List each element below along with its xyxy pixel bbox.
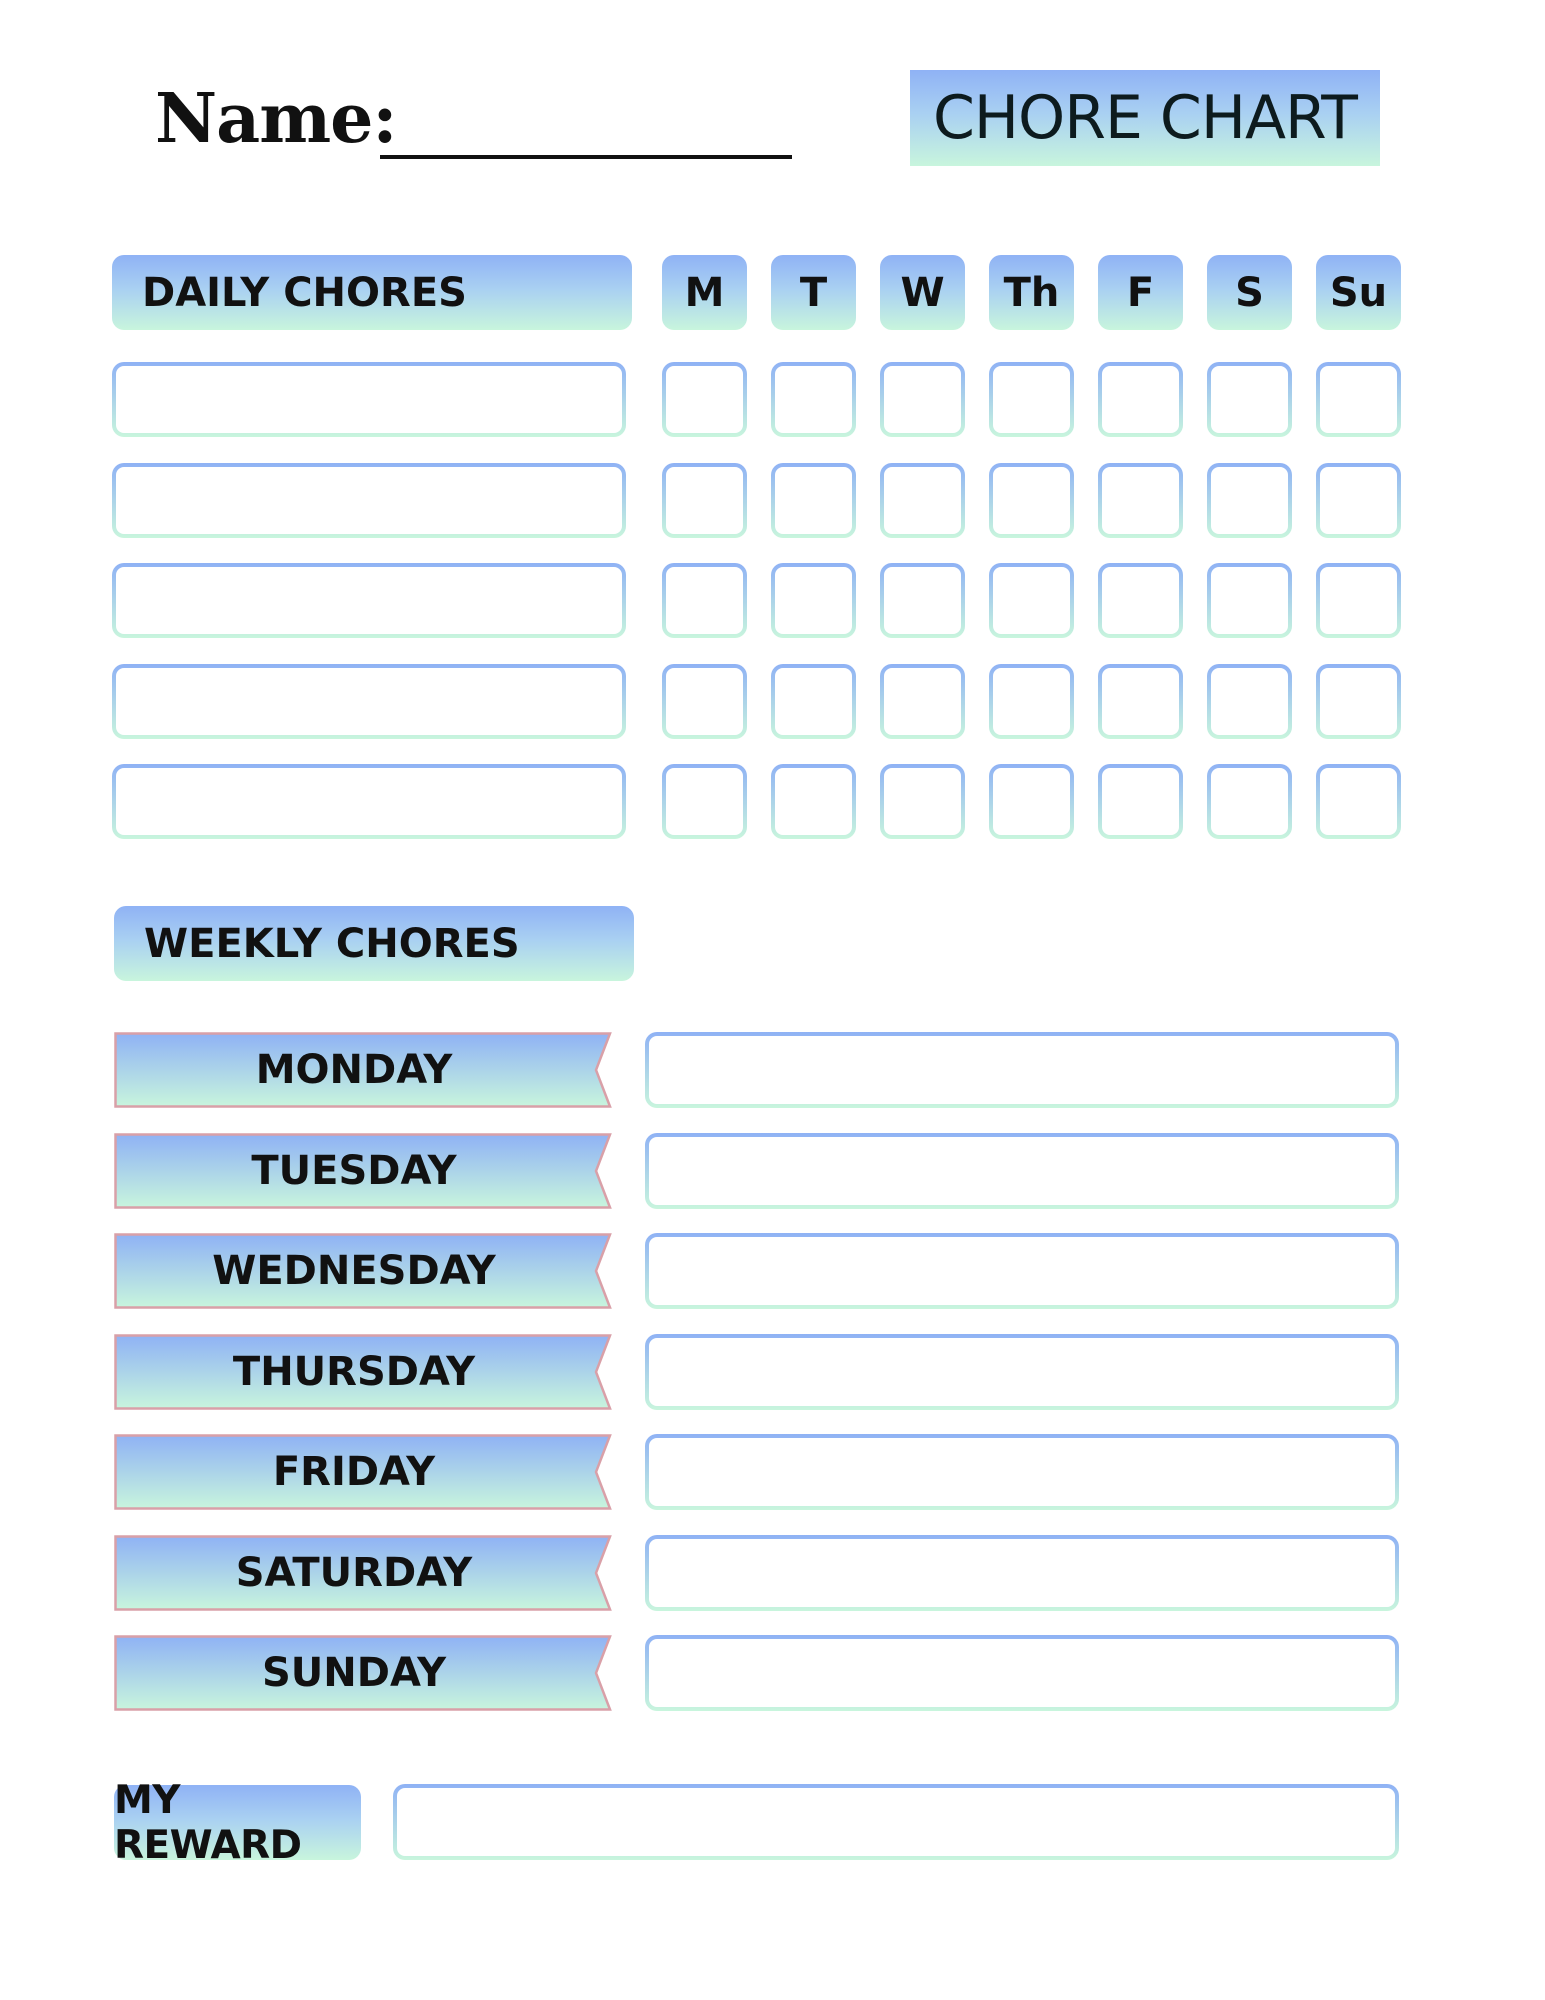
weekday-ribbon-wednesday bbox=[114, 1233, 612, 1309]
daily-checkbox-th[interactable] bbox=[989, 463, 1074, 538]
daily-checkbox-t[interactable] bbox=[771, 764, 856, 839]
daily-checkbox-w[interactable] bbox=[880, 563, 965, 638]
weekday-label: THURSDAY bbox=[232, 1349, 476, 1395]
weekday-ribbon-tuesday bbox=[114, 1133, 612, 1209]
daily-checkbox-f[interactable] bbox=[1098, 563, 1183, 638]
daily-chore-input[interactable] bbox=[112, 463, 626, 538]
weekly-chore-input-thursday[interactable] bbox=[645, 1334, 1399, 1410]
weekly-chore-input-monday[interactable] bbox=[645, 1032, 1399, 1108]
daily-chore-input[interactable] bbox=[112, 362, 626, 437]
weekday-label: FRIDAY bbox=[272, 1449, 436, 1495]
day-header-m: M bbox=[662, 255, 747, 330]
weekday-label: WEDNESDAY bbox=[212, 1248, 496, 1294]
daily-checkbox-w[interactable] bbox=[880, 463, 965, 538]
daily-checkbox-w[interactable] bbox=[880, 362, 965, 437]
daily-chores-heading: DAILY CHORES bbox=[112, 255, 632, 330]
day-header-th: Th bbox=[989, 255, 1074, 330]
weekly-chore-input-wednesday[interactable] bbox=[645, 1233, 1399, 1309]
daily-checkbox-m[interactable] bbox=[662, 664, 747, 739]
daily-checkbox-th[interactable] bbox=[989, 362, 1074, 437]
daily-checkbox-f[interactable] bbox=[1098, 764, 1183, 839]
daily-checkbox-su[interactable] bbox=[1316, 563, 1401, 638]
weekday-ribbon-thursday bbox=[114, 1334, 612, 1410]
daily-checkbox-th[interactable] bbox=[989, 563, 1074, 638]
daily-checkbox-su[interactable] bbox=[1316, 764, 1401, 839]
weekly-chores-heading: WEEKLY CHORES bbox=[114, 906, 634, 981]
daily-checkbox-s[interactable] bbox=[1207, 362, 1292, 437]
day-header-w: W bbox=[880, 255, 965, 330]
weekly-chore-input-sunday[interactable] bbox=[645, 1635, 1399, 1711]
daily-checkbox-m[interactable] bbox=[662, 362, 747, 437]
daily-checkbox-th[interactable] bbox=[989, 664, 1074, 739]
weekday-label: SATURDAY bbox=[235, 1550, 473, 1596]
weekly-chore-input-friday[interactable] bbox=[645, 1434, 1399, 1510]
daily-checkbox-t[interactable] bbox=[771, 463, 856, 538]
daily-checkbox-s[interactable] bbox=[1207, 563, 1292, 638]
daily-checkbox-th[interactable] bbox=[989, 764, 1074, 839]
daily-checkbox-t[interactable] bbox=[771, 563, 856, 638]
daily-checkbox-s[interactable] bbox=[1207, 463, 1292, 538]
name-input-line[interactable] bbox=[380, 155, 792, 159]
weekday-label: TUESDAY bbox=[251, 1148, 457, 1194]
name-label: Name: bbox=[155, 79, 397, 159]
daily-checkbox-su[interactable] bbox=[1316, 362, 1401, 437]
daily-checkbox-m[interactable] bbox=[662, 463, 747, 538]
daily-checkbox-s[interactable] bbox=[1207, 764, 1292, 839]
weekday-ribbon-friday bbox=[114, 1434, 612, 1510]
weekday-label: MONDAY bbox=[255, 1047, 453, 1093]
daily-checkbox-su[interactable] bbox=[1316, 463, 1401, 538]
weekly-chore-input-tuesday[interactable] bbox=[645, 1133, 1399, 1209]
daily-checkbox-f[interactable] bbox=[1098, 463, 1183, 538]
daily-checkbox-t[interactable] bbox=[771, 664, 856, 739]
daily-checkbox-m[interactable] bbox=[662, 764, 747, 839]
my-reward-input[interactable] bbox=[393, 1784, 1399, 1860]
weekday-ribbon-saturday bbox=[114, 1535, 612, 1611]
day-header-f: F bbox=[1098, 255, 1183, 330]
daily-checkbox-s[interactable] bbox=[1207, 664, 1292, 739]
page-title: CHORE CHART bbox=[910, 70, 1380, 166]
day-header-t: T bbox=[771, 255, 856, 330]
daily-chore-input[interactable] bbox=[112, 563, 626, 638]
day-header-s: S bbox=[1207, 255, 1292, 330]
daily-checkbox-t[interactable] bbox=[771, 362, 856, 437]
daily-checkbox-m[interactable] bbox=[662, 563, 747, 638]
daily-chore-input[interactable] bbox=[112, 764, 626, 839]
weekday-label: SUNDAY bbox=[261, 1650, 447, 1696]
daily-checkbox-su[interactable] bbox=[1316, 664, 1401, 739]
daily-checkbox-w[interactable] bbox=[880, 764, 965, 839]
weekly-chore-input-saturday[interactable] bbox=[645, 1535, 1399, 1611]
daily-checkbox-f[interactable] bbox=[1098, 664, 1183, 739]
day-header-su: Su bbox=[1316, 255, 1401, 330]
daily-chore-input[interactable] bbox=[112, 664, 626, 739]
daily-checkbox-f[interactable] bbox=[1098, 362, 1183, 437]
my-reward-label: MY REWARD bbox=[114, 1785, 361, 1860]
daily-checkbox-w[interactable] bbox=[880, 664, 965, 739]
weekday-ribbon-sunday bbox=[114, 1635, 612, 1711]
weekday-ribbon-monday bbox=[114, 1032, 612, 1108]
